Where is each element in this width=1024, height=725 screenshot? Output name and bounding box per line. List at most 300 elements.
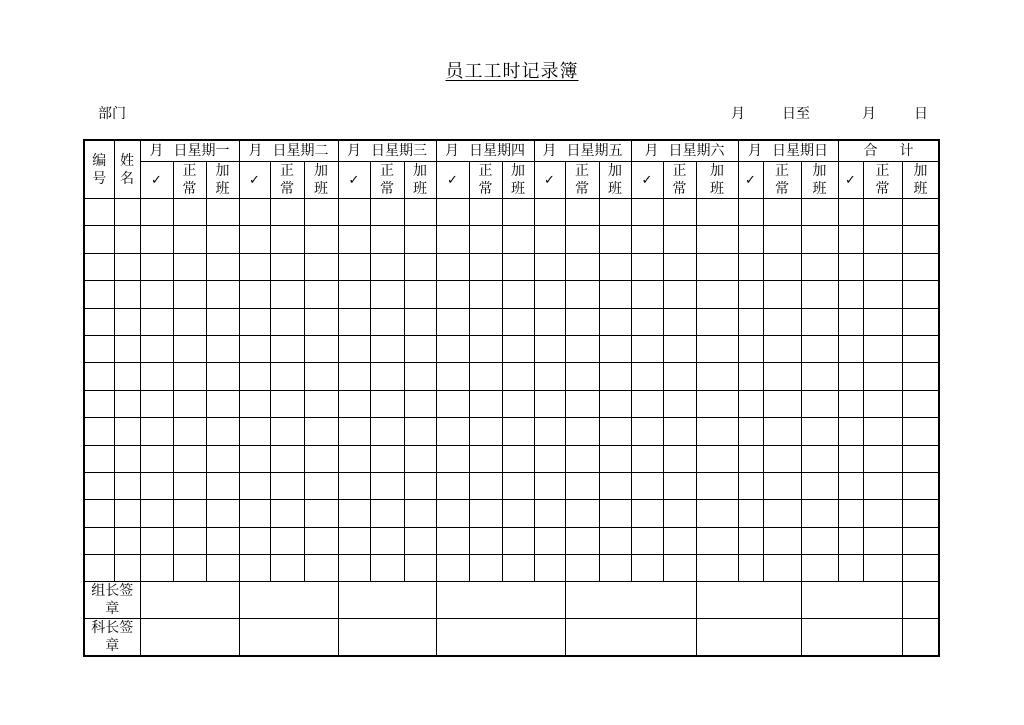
normal-hours-cell[interactable] — [469, 418, 502, 445]
normal-hours-cell[interactable] — [763, 199, 801, 226]
check-cell[interactable] — [838, 527, 863, 554]
overtime-hours-cell[interactable] — [502, 555, 534, 582]
check-cell[interactable] — [239, 335, 270, 362]
normal-hours-cell[interactable] — [863, 472, 902, 499]
overtime-hours-cell[interactable] — [502, 418, 534, 445]
overtime-hours-cell[interactable] — [206, 418, 239, 445]
check-cell[interactable] — [436, 500, 469, 527]
overtime-hours-cell[interactable] — [902, 253, 939, 280]
employee-name-cell[interactable] — [114, 527, 140, 554]
overtime-hours-cell[interactable] — [801, 472, 838, 499]
normal-hours-cell[interactable] — [663, 555, 696, 582]
normal-hours-cell[interactable] — [469, 253, 502, 280]
employee-id-cell[interactable] — [84, 500, 114, 527]
overtime-hours-cell[interactable] — [304, 527, 338, 554]
normal-hours-cell[interactable] — [173, 418, 206, 445]
overtime-hours-cell[interactable] — [902, 335, 939, 362]
signature-cell[interactable] — [565, 619, 696, 657]
normal-hours-cell[interactable] — [663, 226, 696, 253]
overtime-hours-cell[interactable] — [801, 281, 838, 308]
normal-hours-cell[interactable] — [173, 445, 206, 472]
normal-hours-cell[interactable] — [370, 472, 404, 499]
normal-hours-cell[interactable] — [663, 363, 696, 390]
normal-hours-cell[interactable] — [763, 226, 801, 253]
overtime-hours-cell[interactable] — [801, 418, 838, 445]
overtime-hours-cell[interactable] — [902, 472, 939, 499]
normal-hours-cell[interactable] — [173, 390, 206, 417]
check-cell[interactable] — [534, 308, 565, 335]
normal-hours-cell[interactable] — [173, 363, 206, 390]
employee-name-cell[interactable] — [114, 390, 140, 417]
check-cell[interactable] — [436, 199, 469, 226]
check-cell[interactable] — [239, 363, 270, 390]
check-cell[interactable] — [140, 555, 173, 582]
check-cell[interactable] — [436, 363, 469, 390]
overtime-hours-cell[interactable] — [304, 472, 338, 499]
overtime-hours-cell[interactable] — [696, 500, 738, 527]
check-cell[interactable] — [838, 199, 863, 226]
overtime-hours-cell[interactable] — [902, 199, 939, 226]
overtime-hours-cell[interactable] — [599, 472, 631, 499]
normal-hours-cell[interactable] — [763, 555, 801, 582]
signature-cell[interactable] — [239, 619, 338, 657]
normal-hours-cell[interactable] — [565, 308, 599, 335]
overtime-hours-cell[interactable] — [206, 199, 239, 226]
overtime-hours-cell[interactable] — [206, 500, 239, 527]
normal-hours-cell[interactable] — [763, 390, 801, 417]
employee-name-cell[interactable] — [114, 281, 140, 308]
overtime-hours-cell[interactable] — [502, 199, 534, 226]
check-cell[interactable] — [239, 281, 270, 308]
overtime-hours-cell[interactable] — [304, 390, 338, 417]
overtime-hours-cell[interactable] — [404, 335, 436, 362]
normal-hours-cell[interactable] — [469, 281, 502, 308]
overtime-hours-cell[interactable] — [404, 472, 436, 499]
overtime-hours-cell[interactable] — [801, 226, 838, 253]
overtime-hours-cell[interactable] — [304, 281, 338, 308]
normal-hours-cell[interactable] — [863, 527, 902, 554]
overtime-hours-cell[interactable] — [206, 253, 239, 280]
normal-hours-cell[interactable] — [565, 226, 599, 253]
check-cell[interactable] — [239, 472, 270, 499]
overtime-hours-cell[interactable] — [902, 281, 939, 308]
normal-hours-cell[interactable] — [270, 472, 304, 499]
normal-hours-cell[interactable] — [469, 500, 502, 527]
normal-hours-cell[interactable] — [863, 390, 902, 417]
normal-hours-cell[interactable] — [173, 335, 206, 362]
check-cell[interactable] — [436, 281, 469, 308]
check-cell[interactable] — [534, 226, 565, 253]
employee-name-cell[interactable] — [114, 253, 140, 280]
normal-hours-cell[interactable] — [173, 472, 206, 499]
overtime-hours-cell[interactable] — [502, 253, 534, 280]
overtime-hours-cell[interactable] — [801, 308, 838, 335]
employee-name-cell[interactable] — [114, 445, 140, 472]
overtime-hours-cell[interactable] — [304, 418, 338, 445]
normal-hours-cell[interactable] — [863, 363, 902, 390]
normal-hours-cell[interactable] — [173, 199, 206, 226]
normal-hours-cell[interactable] — [565, 253, 599, 280]
check-cell[interactable] — [534, 199, 565, 226]
check-cell[interactable] — [631, 472, 663, 499]
normal-hours-cell[interactable] — [469, 363, 502, 390]
overtime-hours-cell[interactable] — [902, 527, 939, 554]
check-cell[interactable] — [631, 527, 663, 554]
overtime-hours-cell[interactable] — [206, 527, 239, 554]
normal-hours-cell[interactable] — [270, 335, 304, 362]
check-cell[interactable] — [338, 390, 370, 417]
normal-hours-cell[interactable] — [763, 363, 801, 390]
check-cell[interactable] — [738, 500, 763, 527]
normal-hours-cell[interactable] — [469, 199, 502, 226]
check-cell[interactable] — [436, 308, 469, 335]
employee-id-cell[interactable] — [84, 335, 114, 362]
signature-cell[interactable] — [239, 582, 338, 619]
overtime-hours-cell[interactable] — [502, 281, 534, 308]
check-cell[interactable] — [338, 418, 370, 445]
normal-hours-cell[interactable] — [469, 335, 502, 362]
check-cell[interactable] — [140, 445, 173, 472]
check-cell[interactable] — [239, 500, 270, 527]
normal-hours-cell[interactable] — [469, 472, 502, 499]
normal-hours-cell[interactable] — [173, 226, 206, 253]
normal-hours-cell[interactable] — [270, 527, 304, 554]
check-cell[interactable] — [239, 445, 270, 472]
employee-name-cell[interactable] — [114, 500, 140, 527]
overtime-hours-cell[interactable] — [206, 335, 239, 362]
check-cell[interactable] — [631, 253, 663, 280]
employee-id-cell[interactable] — [84, 527, 114, 554]
normal-hours-cell[interactable] — [270, 418, 304, 445]
overtime-hours-cell[interactable] — [696, 226, 738, 253]
normal-hours-cell[interactable] — [370, 500, 404, 527]
overtime-hours-cell[interactable] — [696, 363, 738, 390]
check-cell[interactable] — [140, 253, 173, 280]
normal-hours-cell[interactable] — [763, 500, 801, 527]
check-cell[interactable] — [338, 281, 370, 308]
check-cell[interactable] — [631, 390, 663, 417]
check-cell[interactable] — [838, 390, 863, 417]
check-cell[interactable] — [534, 418, 565, 445]
overtime-hours-cell[interactable] — [304, 308, 338, 335]
check-cell[interactable] — [534, 363, 565, 390]
check-cell[interactable] — [140, 281, 173, 308]
employee-name-cell[interactable] — [114, 472, 140, 499]
check-cell[interactable] — [239, 390, 270, 417]
normal-hours-cell[interactable] — [173, 281, 206, 308]
employee-id-cell[interactable] — [84, 390, 114, 417]
normal-hours-cell[interactable] — [565, 335, 599, 362]
normal-hours-cell[interactable] — [370, 390, 404, 417]
check-cell[interactable] — [140, 390, 173, 417]
check-cell[interactable] — [631, 281, 663, 308]
signature-cell[interactable] — [338, 619, 436, 657]
overtime-hours-cell[interactable] — [502, 445, 534, 472]
check-cell[interactable] — [436, 527, 469, 554]
check-cell[interactable] — [338, 253, 370, 280]
check-cell[interactable] — [631, 555, 663, 582]
check-cell[interactable] — [436, 253, 469, 280]
normal-hours-cell[interactable] — [270, 390, 304, 417]
overtime-hours-cell[interactable] — [404, 308, 436, 335]
normal-hours-cell[interactable] — [763, 335, 801, 362]
normal-hours-cell[interactable] — [663, 199, 696, 226]
check-cell[interactable] — [738, 555, 763, 582]
overtime-hours-cell[interactable] — [599, 390, 631, 417]
overtime-hours-cell[interactable] — [801, 390, 838, 417]
overtime-hours-cell[interactable] — [599, 445, 631, 472]
overtime-hours-cell[interactable] — [599, 199, 631, 226]
check-cell[interactable] — [436, 472, 469, 499]
check-cell[interactable] — [140, 335, 173, 362]
check-cell[interactable] — [738, 253, 763, 280]
overtime-hours-cell[interactable] — [696, 445, 738, 472]
check-cell[interactable] — [239, 418, 270, 445]
overtime-hours-cell[interactable] — [206, 226, 239, 253]
overtime-hours-cell[interactable] — [599, 253, 631, 280]
employee-name-cell[interactable] — [114, 363, 140, 390]
check-cell[interactable] — [239, 253, 270, 280]
check-cell[interactable] — [140, 500, 173, 527]
normal-hours-cell[interactable] — [270, 363, 304, 390]
normal-hours-cell[interactable] — [863, 555, 902, 582]
employee-name-cell[interactable] — [114, 335, 140, 362]
normal-hours-cell[interactable] — [370, 335, 404, 362]
normal-hours-cell[interactable] — [173, 500, 206, 527]
check-cell[interactable] — [140, 472, 173, 499]
normal-hours-cell[interactable] — [863, 308, 902, 335]
normal-hours-cell[interactable] — [565, 390, 599, 417]
check-cell[interactable] — [436, 445, 469, 472]
check-cell[interactable] — [631, 335, 663, 362]
overtime-hours-cell[interactable] — [902, 555, 939, 582]
overtime-hours-cell[interactable] — [696, 555, 738, 582]
overtime-hours-cell[interactable] — [206, 308, 239, 335]
check-cell[interactable] — [436, 390, 469, 417]
check-cell[interactable] — [738, 363, 763, 390]
check-cell[interactable] — [738, 308, 763, 335]
normal-hours-cell[interactable] — [173, 308, 206, 335]
normal-hours-cell[interactable] — [270, 199, 304, 226]
check-cell[interactable] — [436, 226, 469, 253]
signature-cell[interactable] — [338, 582, 436, 619]
normal-hours-cell[interactable] — [663, 418, 696, 445]
check-cell[interactable] — [436, 418, 469, 445]
employee-id-cell[interactable] — [84, 445, 114, 472]
check-cell[interactable] — [338, 527, 370, 554]
signature-cell[interactable] — [902, 582, 939, 619]
normal-hours-cell[interactable] — [763, 418, 801, 445]
normal-hours-cell[interactable] — [663, 308, 696, 335]
normal-hours-cell[interactable] — [370, 253, 404, 280]
overtime-hours-cell[interactable] — [404, 199, 436, 226]
check-cell[interactable] — [338, 308, 370, 335]
normal-hours-cell[interactable] — [565, 555, 599, 582]
overtime-hours-cell[interactable] — [404, 363, 436, 390]
check-cell[interactable] — [631, 308, 663, 335]
signature-cell[interactable] — [801, 619, 902, 657]
employee-name-cell[interactable] — [114, 199, 140, 226]
normal-hours-cell[interactable] — [370, 527, 404, 554]
normal-hours-cell[interactable] — [270, 281, 304, 308]
check-cell[interactable] — [534, 527, 565, 554]
overtime-hours-cell[interactable] — [599, 226, 631, 253]
signature-cell[interactable] — [436, 582, 565, 619]
overtime-hours-cell[interactable] — [502, 527, 534, 554]
overtime-hours-cell[interactable] — [801, 500, 838, 527]
check-cell[interactable] — [838, 281, 863, 308]
normal-hours-cell[interactable] — [863, 335, 902, 362]
normal-hours-cell[interactable] — [863, 418, 902, 445]
normal-hours-cell[interactable] — [863, 253, 902, 280]
normal-hours-cell[interactable] — [565, 418, 599, 445]
normal-hours-cell[interactable] — [863, 199, 902, 226]
check-cell[interactable] — [239, 555, 270, 582]
overtime-hours-cell[interactable] — [404, 253, 436, 280]
normal-hours-cell[interactable] — [173, 555, 206, 582]
overtime-hours-cell[interactable] — [902, 308, 939, 335]
overtime-hours-cell[interactable] — [206, 281, 239, 308]
normal-hours-cell[interactable] — [663, 527, 696, 554]
employee-id-cell[interactable] — [84, 472, 114, 499]
normal-hours-cell[interactable] — [663, 472, 696, 499]
overtime-hours-cell[interactable] — [599, 363, 631, 390]
overtime-hours-cell[interactable] — [206, 555, 239, 582]
check-cell[interactable] — [838, 555, 863, 582]
normal-hours-cell[interactable] — [173, 253, 206, 280]
normal-hours-cell[interactable] — [663, 253, 696, 280]
check-cell[interactable] — [534, 500, 565, 527]
employee-id-cell[interactable] — [84, 363, 114, 390]
check-cell[interactable] — [738, 335, 763, 362]
overtime-hours-cell[interactable] — [404, 527, 436, 554]
overtime-hours-cell[interactable] — [599, 281, 631, 308]
overtime-hours-cell[interactable] — [206, 445, 239, 472]
normal-hours-cell[interactable] — [270, 308, 304, 335]
employee-id-cell[interactable] — [84, 308, 114, 335]
check-cell[interactable] — [534, 253, 565, 280]
normal-hours-cell[interactable] — [763, 253, 801, 280]
check-cell[interactable] — [534, 390, 565, 417]
overtime-hours-cell[interactable] — [801, 199, 838, 226]
employee-name-cell[interactable] — [114, 555, 140, 582]
employee-id-cell[interactable] — [84, 226, 114, 253]
normal-hours-cell[interactable] — [863, 445, 902, 472]
normal-hours-cell[interactable] — [863, 226, 902, 253]
check-cell[interactable] — [534, 445, 565, 472]
signature-cell[interactable] — [436, 619, 565, 657]
check-cell[interactable] — [338, 555, 370, 582]
signature-cell[interactable] — [902, 619, 939, 657]
employee-id-cell[interactable] — [84, 418, 114, 445]
check-cell[interactable] — [631, 363, 663, 390]
normal-hours-cell[interactable] — [469, 445, 502, 472]
normal-hours-cell[interactable] — [370, 363, 404, 390]
normal-hours-cell[interactable] — [565, 445, 599, 472]
check-cell[interactable] — [738, 390, 763, 417]
normal-hours-cell[interactable] — [370, 445, 404, 472]
overtime-hours-cell[interactable] — [404, 226, 436, 253]
normal-hours-cell[interactable] — [370, 226, 404, 253]
overtime-hours-cell[interactable] — [902, 390, 939, 417]
normal-hours-cell[interactable] — [763, 445, 801, 472]
check-cell[interactable] — [436, 555, 469, 582]
check-cell[interactable] — [534, 472, 565, 499]
check-cell[interactable] — [631, 418, 663, 445]
overtime-hours-cell[interactable] — [696, 199, 738, 226]
check-cell[interactable] — [631, 199, 663, 226]
overtime-hours-cell[interactable] — [599, 418, 631, 445]
normal-hours-cell[interactable] — [370, 418, 404, 445]
overtime-hours-cell[interactable] — [206, 472, 239, 499]
normal-hours-cell[interactable] — [370, 281, 404, 308]
overtime-hours-cell[interactable] — [404, 418, 436, 445]
overtime-hours-cell[interactable] — [902, 500, 939, 527]
normal-hours-cell[interactable] — [863, 281, 902, 308]
employee-id-cell[interactable] — [84, 199, 114, 226]
check-cell[interactable] — [738, 199, 763, 226]
check-cell[interactable] — [239, 308, 270, 335]
normal-hours-cell[interactable] — [469, 555, 502, 582]
check-cell[interactable] — [631, 226, 663, 253]
check-cell[interactable] — [140, 199, 173, 226]
check-cell[interactable] — [140, 363, 173, 390]
normal-hours-cell[interactable] — [370, 199, 404, 226]
check-cell[interactable] — [738, 418, 763, 445]
overtime-hours-cell[interactable] — [304, 226, 338, 253]
employee-id-cell[interactable] — [84, 253, 114, 280]
check-cell[interactable] — [838, 472, 863, 499]
check-cell[interactable] — [631, 445, 663, 472]
overtime-hours-cell[interactable] — [902, 363, 939, 390]
overtime-hours-cell[interactable] — [502, 335, 534, 362]
overtime-hours-cell[interactable] — [599, 308, 631, 335]
normal-hours-cell[interactable] — [663, 445, 696, 472]
normal-hours-cell[interactable] — [469, 226, 502, 253]
normal-hours-cell[interactable] — [763, 472, 801, 499]
overtime-hours-cell[interactable] — [801, 445, 838, 472]
normal-hours-cell[interactable] — [270, 555, 304, 582]
check-cell[interactable] — [140, 418, 173, 445]
check-cell[interactable] — [838, 308, 863, 335]
overtime-hours-cell[interactable] — [502, 308, 534, 335]
normal-hours-cell[interactable] — [370, 308, 404, 335]
check-cell[interactable] — [838, 226, 863, 253]
check-cell[interactable] — [838, 418, 863, 445]
signature-cell[interactable] — [696, 582, 801, 619]
check-cell[interactable] — [534, 555, 565, 582]
overtime-hours-cell[interactable] — [304, 199, 338, 226]
overtime-hours-cell[interactable] — [502, 390, 534, 417]
normal-hours-cell[interactable] — [763, 281, 801, 308]
normal-hours-cell[interactable] — [663, 281, 696, 308]
normal-hours-cell[interactable] — [565, 363, 599, 390]
employee-name-cell[interactable] — [114, 308, 140, 335]
check-cell[interactable] — [738, 226, 763, 253]
overtime-hours-cell[interactable] — [304, 445, 338, 472]
overtime-hours-cell[interactable] — [902, 226, 939, 253]
overtime-hours-cell[interactable] — [599, 500, 631, 527]
check-cell[interactable] — [338, 472, 370, 499]
check-cell[interactable] — [140, 308, 173, 335]
normal-hours-cell[interactable] — [469, 308, 502, 335]
check-cell[interactable] — [838, 445, 863, 472]
check-cell[interactable] — [239, 199, 270, 226]
employee-name-cell[interactable] — [114, 226, 140, 253]
normal-hours-cell[interactable] — [469, 527, 502, 554]
overtime-hours-cell[interactable] — [404, 390, 436, 417]
overtime-hours-cell[interactable] — [502, 500, 534, 527]
